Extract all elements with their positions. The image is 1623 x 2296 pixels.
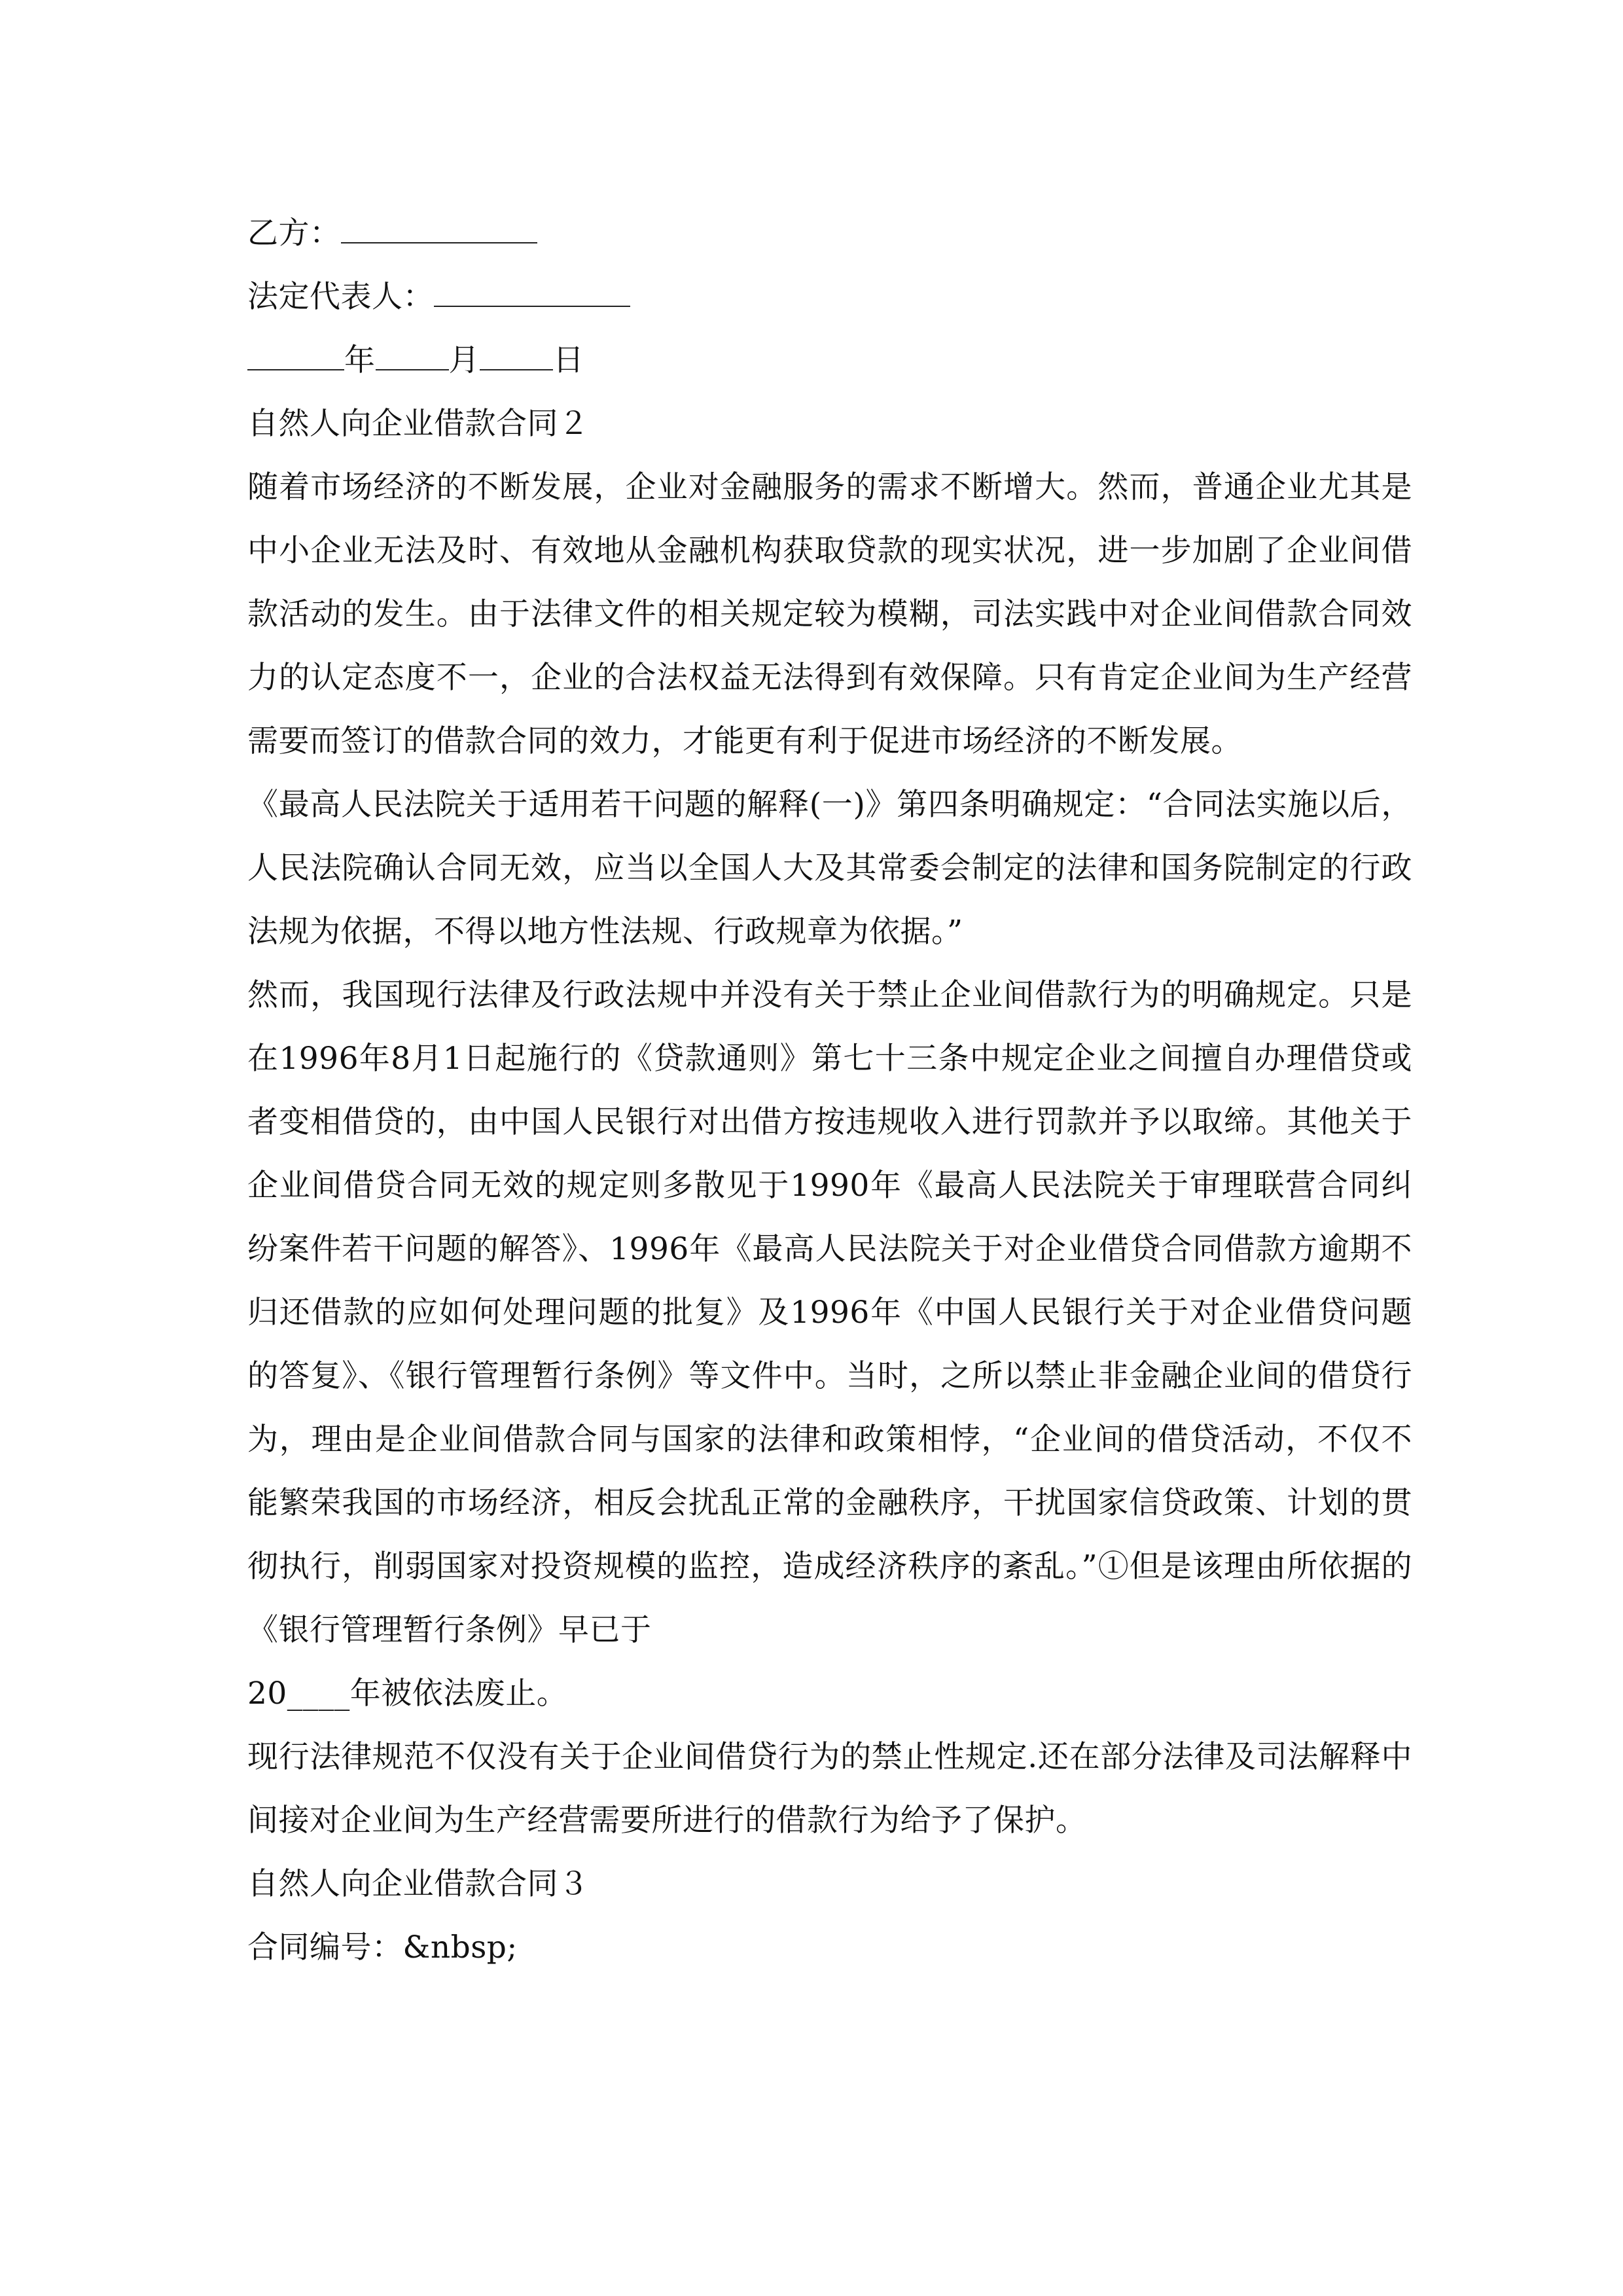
day-label: 日 [553,342,584,378]
section3-title: 自然人向企业借款合同３ [247,1866,590,1902]
legal-rep-label: 法定代表人： [247,279,434,315]
legal-rep-line [247,265,1412,329]
year-label: 年 [344,342,376,378]
month-blank [376,340,449,370]
year-blank [247,340,344,370]
legal-rep-blank [434,277,630,307]
section2-paragraph-4: 20____年被依法废止。 [247,1676,568,1712]
section2-paragraph-5: 现行法律规范不仅没有关于企业间借贷行为的禁止性规定.还在部分法律及司法解释中间接对企业间为生产经营需要所进行的借款行为给予了保护。 [247,1739,1412,1839]
party-b-blank [341,213,537,243]
contract-number-line: 合同编号：&nbsp; [247,1929,518,1965]
month-label: 月 [448,342,480,378]
day-blank [480,340,553,370]
party-b-label: 乙方： [247,215,341,251]
section2-paragraph-2: 《最高人民法院关于适用若干问题的解释(一)》第四条明确规定：“合同法实施以后，人民法院确认合同无效，应当以全国人大及其常委会制定的法律和国务院制定的行政法规为依据，不得以地方性法规、行政规章为依据。” [247,787,1412,950]
section2-paragraph-3: 然而，我国现行法律及行政法规中并没有关于禁止企业间借款行为的明确规定。只是在1996年8月1日起施行的《贷款通则》第七十三条中规定企业之间擅自办理借贷或者变相借贷的，由中国人民银行对出借方按违规收入进行罚款并予以取缔。其他关于企业间借贷合同无效的规定则多散见于1990年《最高人民法院关于审理联营合同纠纷案件若干问题的解答》、1996年《最高人民法院关于对企业借贷合同借款方逾期不归还借款的应如何处理问题的批复》及1996年《中国人民银行关于对企业借贷问题的答复》、《银行管理暂行条例》等文件中。当时，之所以禁止非金融企业间的借贷行为，理由是企业间借款合同与国家的法律和政策相悖，“企业间的借贷活动，不仅不能繁荣我国的市场经济，相反会扰乱正常的金融秩序，干扰国家信贷政策、计划的贯彻执行，削弱国家对投资规模的监控，造成经济秩序的紊乱。”①但是该理由所依据的《银行管理暂行条例》早已于 [247,977,1412,1648]
document-body [247,202,1412,1979]
date-line [247,329,1412,392]
section2-paragraph-1: 随着市场经济的不断发展，企业对金融服务的需求不断增大。然而，普通企业尤其是中小企业无法及时、有效地从金融机构获取贷款的现实状况，进一步加剧了企业间借款活动的发生。由于法律文件的相关规定较为模糊，司法实践中对企业间借款合同效力的认定态度不一，企业的合法权益无法得到有效保障。只有肯定企业间为生产经营需要而签订的借款合同的效力，才能更有利于促进市场经济的不断发展。 [247,469,1412,759]
section2-title: 自然人向企业借款合同２ [247,406,590,442]
party-b-line [247,202,1412,265]
